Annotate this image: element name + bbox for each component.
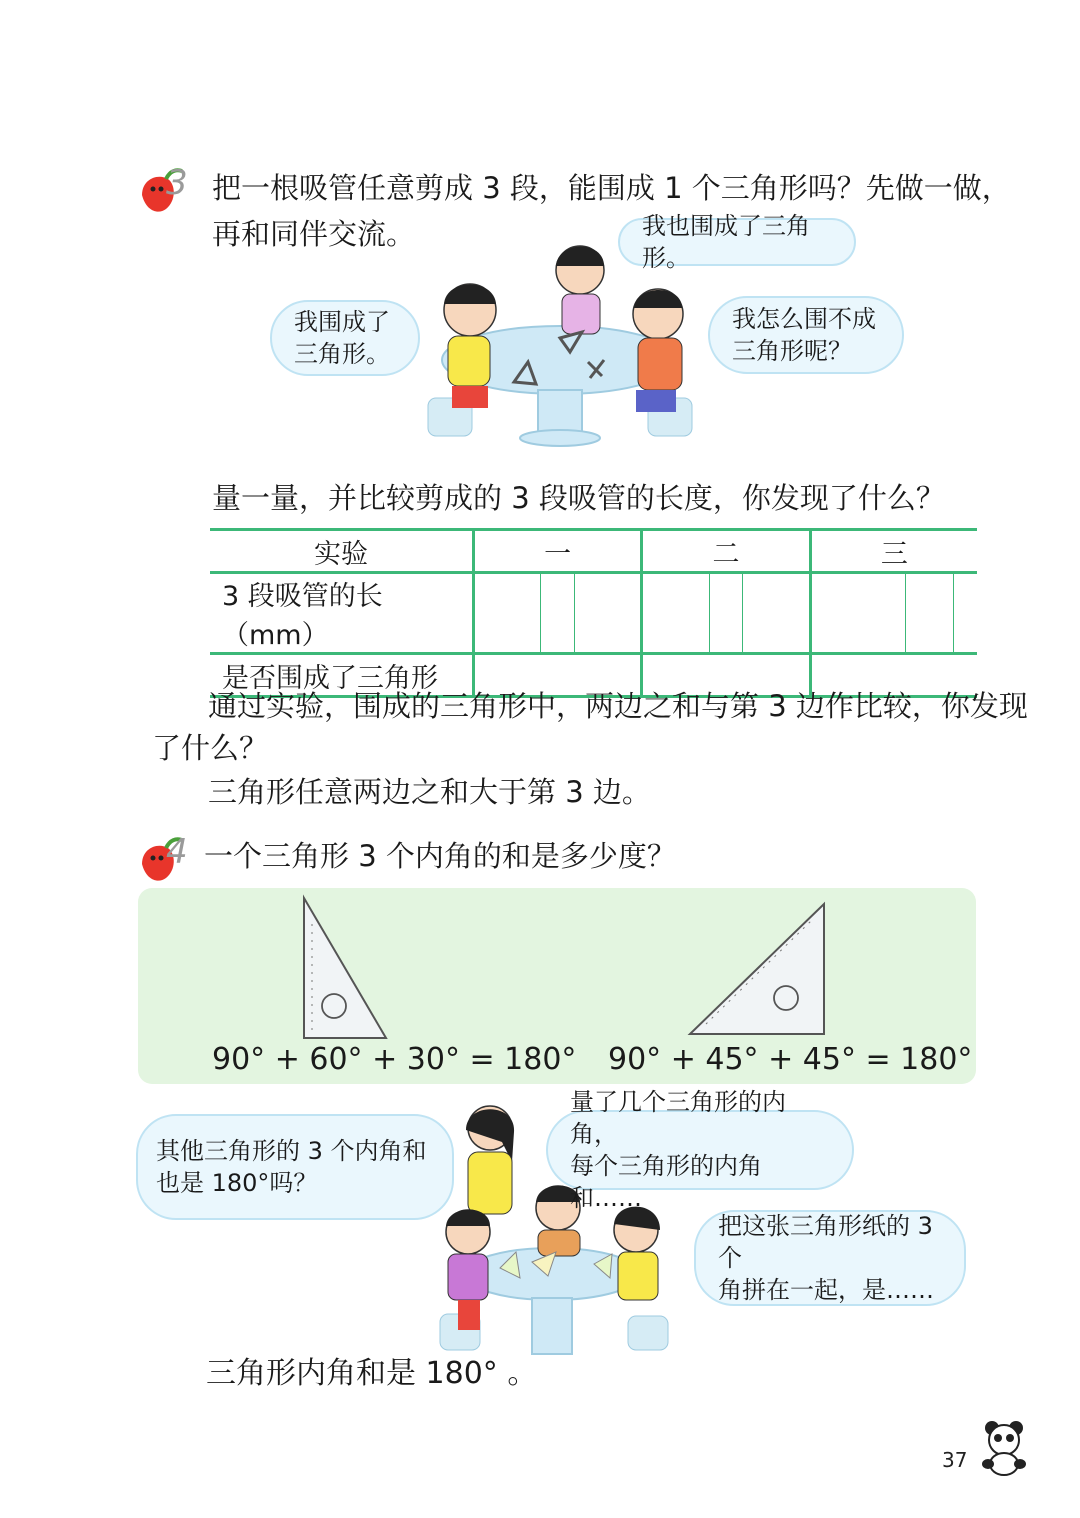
table-cell[interactable] — [642, 573, 709, 654]
panda-icon — [976, 1418, 1032, 1478]
equation-right: 90° + 45° + 45° = 180° — [608, 1042, 973, 1077]
bubble-question-line1: 其他三角形的 3 个内角和 — [156, 1137, 427, 1165]
section-3-question-line1: 把一根吸管任意剪成 3 段，能围成 1 个三角形吗？先做一做， — [212, 171, 1011, 205]
speech-bubble-measured — [546, 1088, 854, 1212]
table-cell[interactable] — [574, 573, 641, 654]
speech-bubble-question — [136, 1114, 454, 1220]
bubble-left-line1: 我围成了 — [294, 308, 390, 336]
set-square-30-60-icon — [298, 894, 390, 1042]
bubble-middle-text: 我也围成了三角形。 — [642, 212, 810, 272]
measure-prompt: 量一量，并比较剪成的 3 段吸管的长度，你发现了什么？ — [212, 481, 945, 515]
bubble-measured-line2: 每个三角形的内角和…… — [570, 1152, 762, 1212]
table-row2-label: 是否围成了三角形 — [210, 654, 474, 697]
table-cell[interactable] — [709, 573, 743, 654]
speech-bubble-right — [708, 296, 904, 374]
section-3-badge — [136, 165, 206, 221]
section-4-question: 一个三角形 3 个内角的和是多少度？ — [204, 839, 676, 873]
speech-bubble-middle — [618, 212, 856, 272]
section-3-question-line2: 再和同伴交流。 — [212, 217, 416, 251]
speech-bubble-paper — [694, 1210, 966, 1306]
equation-left: 90° + 60° + 30° = 180° — [212, 1042, 577, 1077]
table-row1-label: 3 段吸管的长（mm） — [210, 573, 474, 654]
table-cell[interactable] — [541, 573, 575, 654]
bubble-measured-line1: 量了几个三角形的内角， — [570, 1088, 786, 1148]
table-row — [210, 573, 977, 654]
speech-bubble-left — [270, 300, 420, 376]
table-col-2: 二 — [642, 530, 810, 573]
section-4-badge — [136, 834, 206, 890]
table-header-row — [210, 530, 977, 573]
table-cell[interactable] — [905, 573, 953, 654]
bubble-paper-line1: 把这张三角形纸的 3 个 — [718, 1212, 933, 1272]
discussion-line1: 通过实验，围成的三角形中，两边之和与第 3 边作比较，你发现 — [208, 689, 1028, 723]
section-4-conclusion: 三角形内角和是 180° 。 — [206, 1356, 538, 1391]
set-square-45-45-icon — [686, 900, 830, 1038]
bubble-right-line2: 三角形呢？ — [732, 337, 852, 365]
table-cell[interactable] — [953, 573, 977, 654]
bubble-question-line2: 也是 180°吗？ — [156, 1169, 318, 1197]
page-number: 37 — [942, 1448, 968, 1472]
table-col-3: 三 — [810, 530, 977, 573]
table-cell[interactable] — [474, 573, 541, 654]
discussion-conclusion: 三角形任意两边之和大于第 3 边。 — [208, 775, 651, 809]
section-3-number: 3 — [166, 163, 188, 203]
bubble-right-line1: 我怎么围不成 — [732, 305, 876, 333]
table-col-1: 一 — [474, 530, 642, 573]
bubble-left-line2: 三角形。 — [294, 340, 390, 368]
table-header-label: 实验 — [210, 530, 474, 573]
table-cell[interactable] — [810, 573, 905, 654]
table-cell[interactable] — [743, 573, 810, 654]
section-4-number: 4 — [166, 832, 188, 872]
bubble-paper-line2: 角拼在一起，是…… — [718, 1276, 934, 1304]
discussion-line2: 了什么？ — [152, 731, 269, 765]
experiment-table — [210, 528, 977, 698]
